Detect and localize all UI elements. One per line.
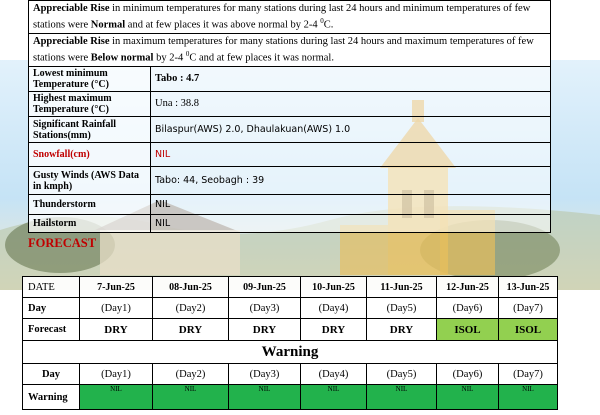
forecast-cell: DRY xyxy=(80,319,153,341)
date-cell: 13-Jun-25 xyxy=(499,277,558,298)
forecast-cell: DRY xyxy=(367,319,437,341)
forecast-cell: DRY xyxy=(229,319,301,341)
summary-label: Snowfall(cm) xyxy=(29,143,151,167)
day-cell: (Day2) xyxy=(153,298,229,319)
date-cell: 7-Jun-25 xyxy=(80,277,153,298)
day-cell: (Day2) xyxy=(153,364,229,385)
summary-label: Significant Rainfall Stations(mm) xyxy=(29,117,151,143)
forecast-heading: FORECAST xyxy=(28,236,97,250)
summary-row-rainfall xyxy=(29,117,551,143)
day-cell: (Day3) xyxy=(229,298,301,319)
day-cell: (Day5) xyxy=(367,364,437,385)
date-row xyxy=(23,277,558,298)
forecast-label: Forecast xyxy=(23,319,80,341)
summary-row-thunderstorm xyxy=(29,195,551,215)
max-temp-note-row xyxy=(29,34,551,67)
date-cell: 12-Jun-25 xyxy=(437,277,499,298)
warning-label: Warning xyxy=(23,385,80,410)
date-cell: 11-Jun-25 xyxy=(367,277,437,298)
summary-value: Tabo: 44, Seobagh : 39 xyxy=(151,167,551,195)
summary-value: NIL xyxy=(151,195,551,215)
summary-row-highest-max xyxy=(29,92,551,117)
date-label: DATE xyxy=(23,277,80,298)
warning-cell: NIL xyxy=(229,385,301,410)
day-row xyxy=(23,298,558,319)
summary-value: NIL xyxy=(151,215,551,233)
summary-label: Thunderstorm xyxy=(29,195,151,215)
summary-value: Una : 38.8 xyxy=(151,92,551,117)
warning-day-row xyxy=(23,364,558,385)
forecast-cell: ISOL xyxy=(437,319,499,341)
day-cell: (Day7) xyxy=(499,298,558,319)
day-cell: (Day5) xyxy=(367,298,437,319)
day-cell: (Day6) xyxy=(437,364,499,385)
forecast-table xyxy=(22,276,558,410)
max-temp-note: Appreciable Rise in maximum temperatures for many stations during last 24 hours and maximum temperatures of few stations were Below normal by 2-4 $^0$C and at few places it was normal. xyxy=(29,34,551,67)
summary-row-lowest-min xyxy=(29,67,551,92)
day-cell: (Day4) xyxy=(301,364,367,385)
min-temp-note: Appreciable Rise in minimum temperatures for many stations during last 24 hours and minimum temperatures of few stations were Normal and at few places it was above normal by 2-4 $^0$C. xyxy=(29,1,551,34)
forecast-row xyxy=(23,319,558,341)
day-cell: (Day3) xyxy=(229,364,301,385)
forecast-cell: DRY xyxy=(153,319,229,341)
summary-row-hailstorm xyxy=(29,215,551,233)
forecast-cell: ISOL xyxy=(499,319,558,341)
warning-cell: NIL xyxy=(80,385,153,410)
warning-cell: NIL xyxy=(499,385,558,410)
summary-label: Hailstorm xyxy=(29,215,151,233)
weather-summary-table xyxy=(28,0,551,233)
summary-label: Gusty Winds (AWS Data in kmph) xyxy=(29,167,151,195)
summary-label: Highest maximum Temperature (°C) xyxy=(29,92,151,117)
day-cell: (Day1) xyxy=(80,364,153,385)
date-cell: 09-Jun-25 xyxy=(229,277,301,298)
day-cell: (Day1) xyxy=(80,298,153,319)
min-temp-note-row xyxy=(29,1,551,34)
warning-cell: NIL xyxy=(367,385,437,410)
day-cell: (Day6) xyxy=(437,298,499,319)
summary-label: Lowest minimum Temperature (°C) xyxy=(29,67,151,92)
warning-heading-row xyxy=(23,341,558,364)
date-cell: 08-Jun-25 xyxy=(153,277,229,298)
day-cell: (Day7) xyxy=(499,364,558,385)
warning-cell: NIL xyxy=(153,385,229,410)
warning-row xyxy=(23,385,558,410)
day-cell: (Day4) xyxy=(301,298,367,319)
warning-cell: NIL xyxy=(301,385,367,410)
date-cell: 10-Jun-25 xyxy=(301,277,367,298)
day-label: Day xyxy=(23,298,80,319)
summary-value: Tabo : 4.7 xyxy=(151,67,551,92)
forecast-cell: DRY xyxy=(301,319,367,341)
summary-value: NIL xyxy=(151,143,551,167)
warning-day-label: Day xyxy=(23,364,80,385)
summary-row-gusty-winds xyxy=(29,167,551,195)
summary-value: Bilaspur(AWS) 2.0, Dhaulakuan(AWS) 1.0 xyxy=(151,117,551,143)
warning-cell: NIL xyxy=(437,385,499,410)
warning-heading: Warning xyxy=(23,341,558,364)
summary-row-snowfall xyxy=(29,143,551,167)
